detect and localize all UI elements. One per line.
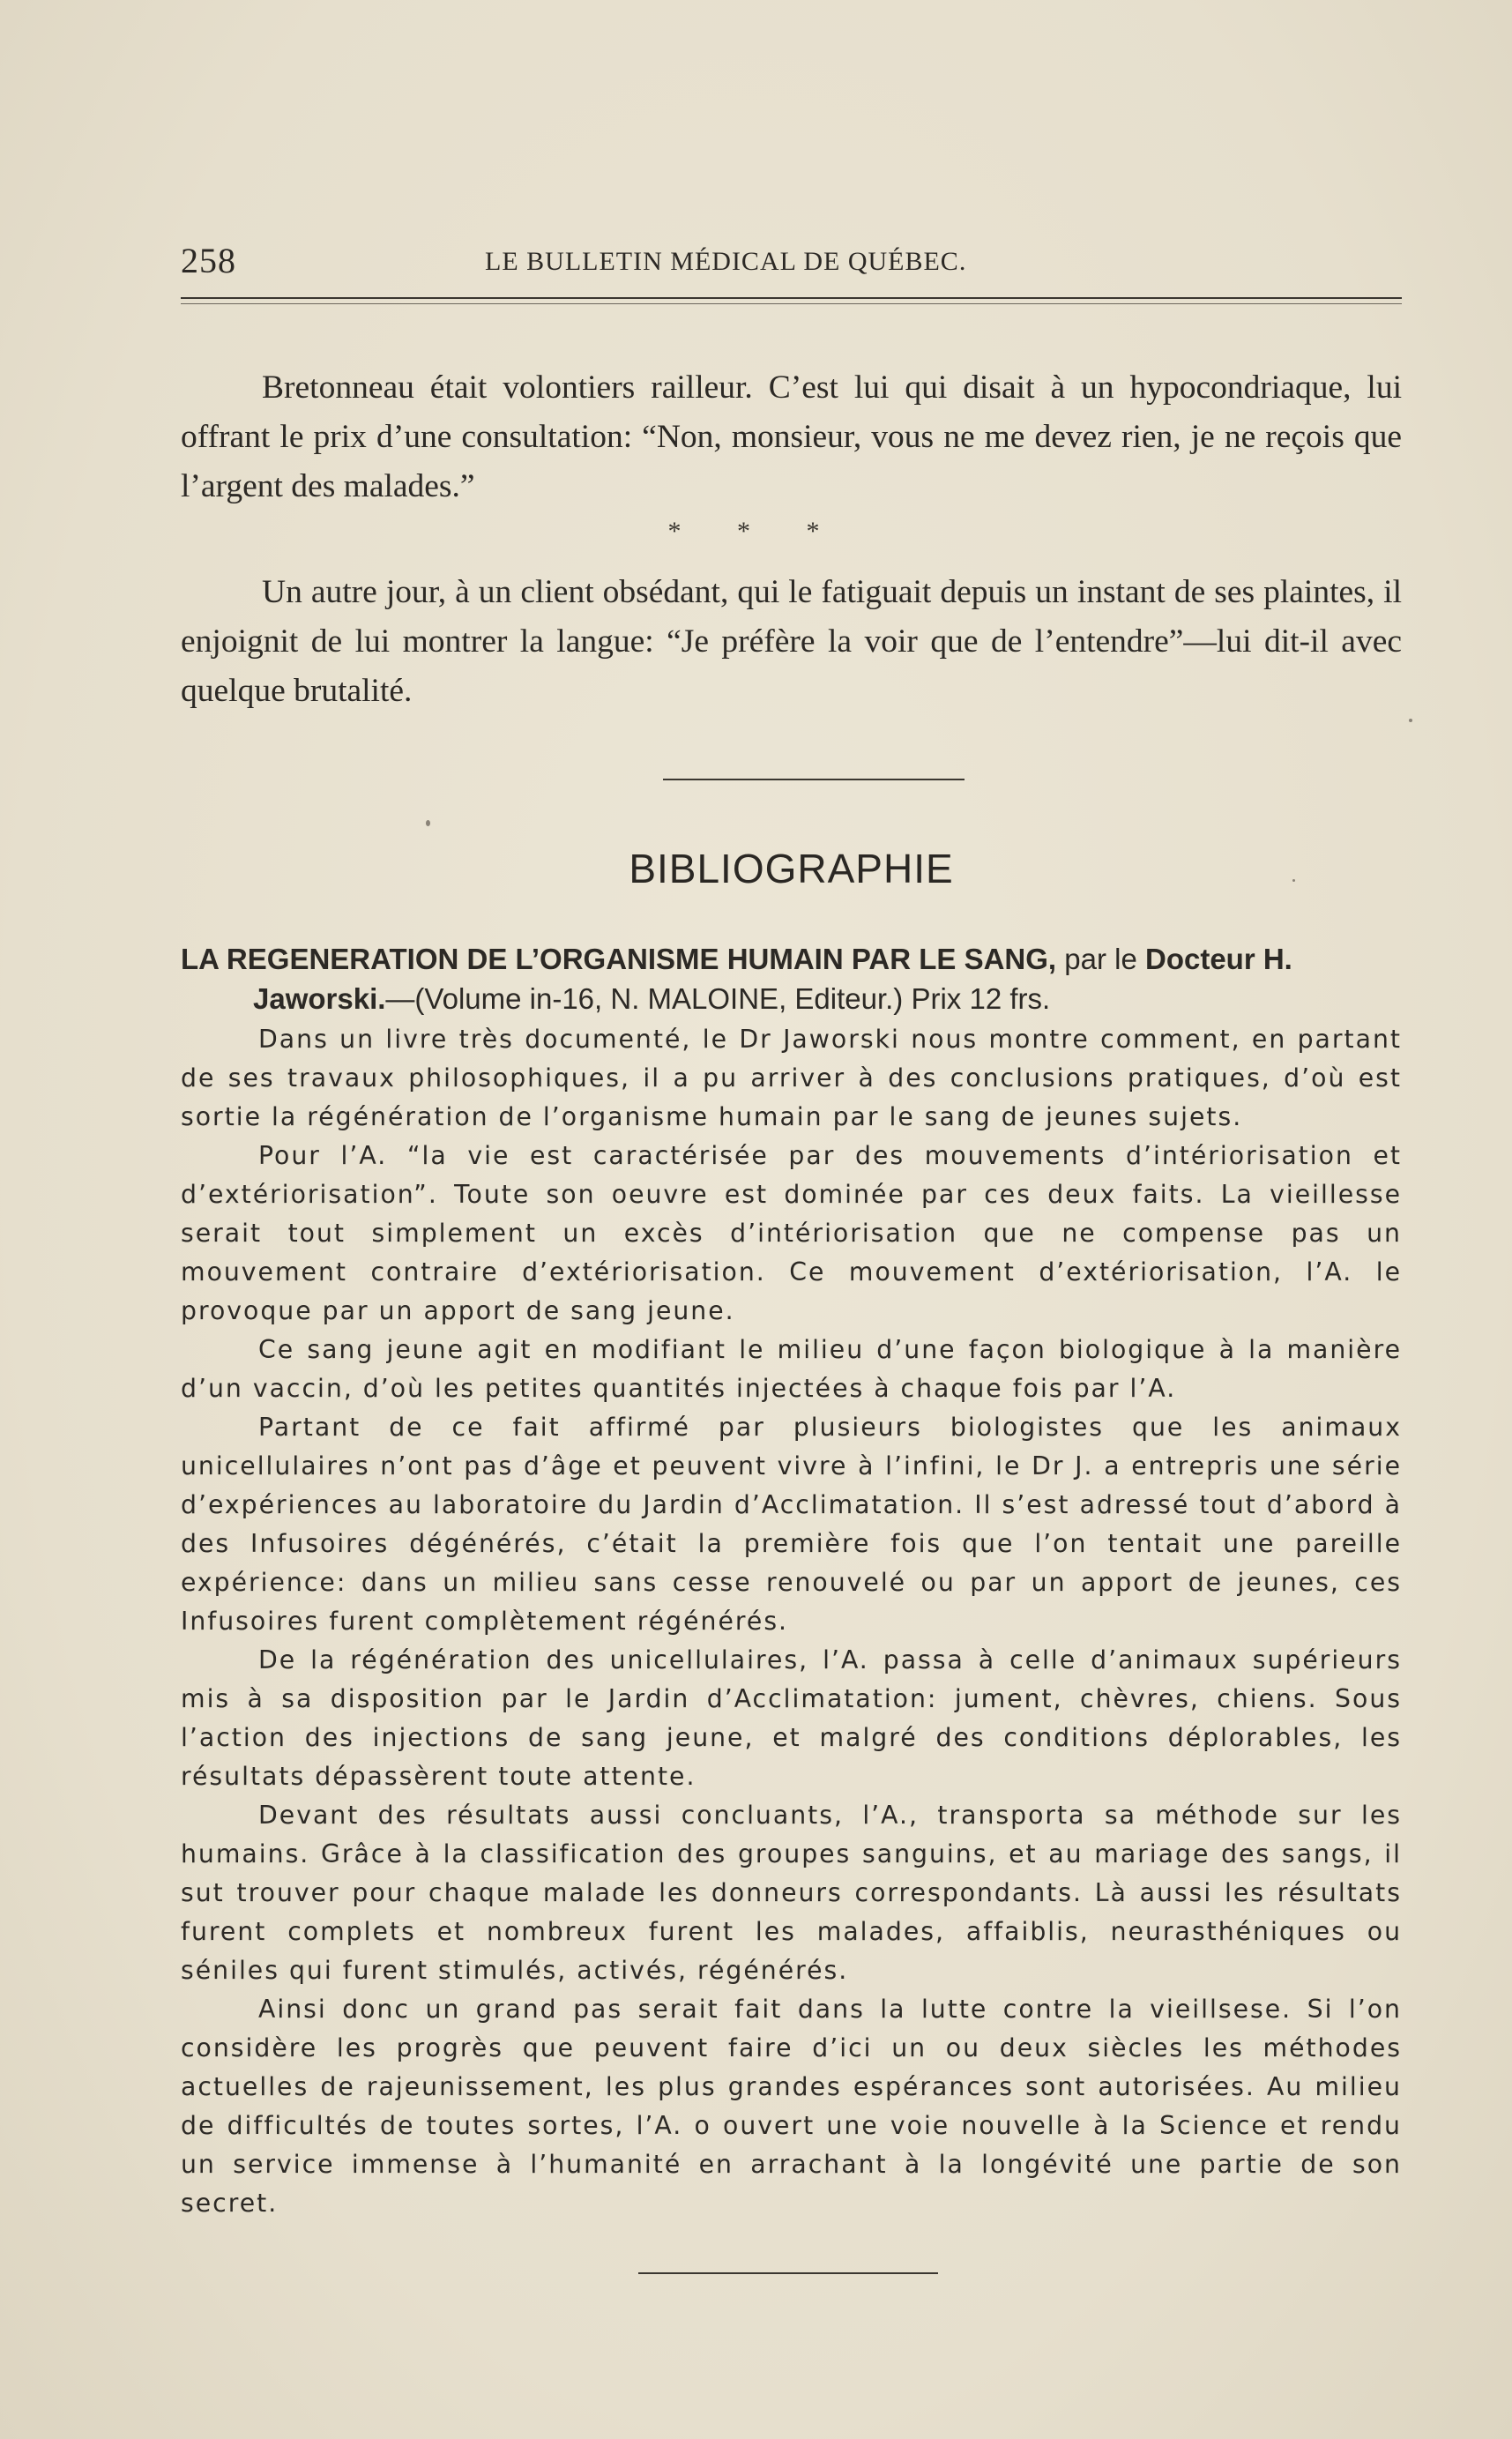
page-header bbox=[181, 240, 1402, 284]
paper-speck bbox=[426, 820, 430, 826]
book-review bbox=[181, 1020, 1402, 2223]
review-paragraph: Pour l’A. “la vie est caractérisée par des mouvements d’intériorisation et d’extériorisation”. Toute son oeuvre est dominée par ces deux faits. La vieillesse serait tout simplement un excès d’intériorisation que ne compense pas un mouvement contraire d’extériorisation. Ce mouvement d’extériorisation, l’A. le provoque par un apport de sang jeune. bbox=[181, 1141, 1402, 1325]
review-paragraph: Partant de ce fait affirmé par plusieurs biologistes que les animaux unicellulaires n’ont pas d’âge et peuvent vivre à l’infini, le Dr J. a entrepris une série d’expériences au laboratoire du Jardin d’Acclimatation. Il s’est adressé tout d’abord à des Infusoires dégénérés, c’était la première fois que l’on tentait une pareille expérience: dans un milieu sans cesse renouvelé ou par un apport de jeunes, ces Infusoires furent complètement régénérés. bbox=[181, 1413, 1402, 1636]
running-title: LE BULLETIN MÉDICAL DE QUÉBEC. bbox=[485, 247, 967, 276]
entry-citation bbox=[181, 939, 1402, 1018]
review-paragraph: De la régénération des unicellulaires, l’A. passa à celle d’animaux supérieurs mis à sa disposition par le Jardin d’Acclimatation: jument, chèvres, chiens. Sous l’action des injections de sang jeune, et malgré des conditions déplorables, les résultats dépassèrent toute attente. bbox=[181, 1645, 1402, 1791]
section-heading: BIBLIOGRAPHIE bbox=[629, 846, 954, 891]
review-paragraph: Ainsi donc un grand pas serait fait dans la lutte contre la vieillsese. Si l’on considère les progrès que peuvent faire d’ici un ou deux siècles les méthodes actuelles de rajeunissement, les plus grandes espérances sont autorisées. Au milieu de difficultés de toutes sortes, l’A. o ouvert une voie nouvelle à la Science et rendu un service immense à l’humanité en arrachant à la longévité une partie de son secret. bbox=[181, 1995, 1402, 2218]
book-publication-details: —(Volume in-16, N. MALOINE, Editeur.) Prix 12 frs. bbox=[385, 982, 1051, 1015]
anecdote-paragraph: Un autre jour, à un client obsédant, qui le fatiguait depuis un instant de ses plaintes, il enjoignit de lui montrer la langue: “Je préfère la voir que de l’entendre”—lui dit-il avec quelque brutalité. bbox=[181, 574, 1402, 709]
review-paragraph: Devant des résultats aussi concluants, l’A., transporta sa méthode sur les humains. Grâce à la classification des groupes sanguins, et au mariage des sangs, il sut trouver pour chaque malade les donneurs correspondants. Là aussi les résultats furent complets et nombreux furent les malades, affaiblis, neurasthéniques ou séniles qui furent stimulés, activés, régénérés. bbox=[181, 1801, 1402, 1985]
page-number: 258 bbox=[181, 241, 236, 280]
entry-by: par le bbox=[1056, 943, 1145, 975]
review-paragraph: Dans un livre très documenté, le Dr Jaworski nous montre comment, en partant de ses travaux philosophiques, il a pu arriver à des conclusions pratiques, d’où est sortie la régénération de l’organisme humain par le sang de jeunes sujets. bbox=[181, 1025, 1402, 1131]
anecdote-paragraph: Bretonneau était volontiers railleur. C’est lui qui disait à un hypocondriaque, lui offrant le prix d’une consultation: “Non, monsieur, vous ne me devez rien, je ne reçois que l’argent des malades.” bbox=[181, 369, 1402, 504]
section-divider bbox=[663, 779, 965, 780]
header-rule bbox=[181, 297, 1402, 299]
paper-speck bbox=[1409, 719, 1412, 722]
paper-speck bbox=[1292, 879, 1295, 882]
book-author: Docteur H. Jaworski. bbox=[253, 943, 1292, 1015]
asterism-separator: * * * bbox=[667, 517, 845, 546]
closing-divider bbox=[638, 2272, 938, 2274]
header-rule-thin bbox=[181, 303, 1402, 304]
bibliography-entry bbox=[181, 939, 1402, 1018]
book-title: LA REGENERATION DE L’ORGANISME HUMAIN PAR LE SANG, bbox=[181, 943, 1057, 975]
review-paragraph: Ce sang jeune agit en modifiant le milieu d’une façon biologique à la manière d’un vaccin, d’où les petites quantités injectées à chaque fois par l’A. bbox=[181, 1335, 1402, 1403]
